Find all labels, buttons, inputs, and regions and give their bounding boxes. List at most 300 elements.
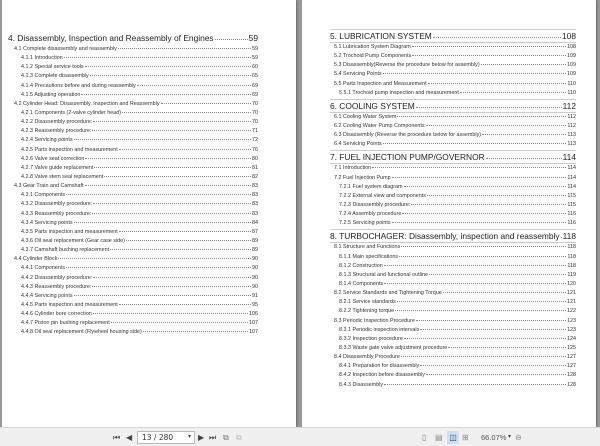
toc-entry[interactable]: [8, 173, 258, 182]
toc-entry-title: 4.1.5 Adjusting operation: [21, 91, 81, 98]
toc-entry-page: 114: [562, 152, 576, 163]
last-page-icon[interactable]: ⏭: [209, 433, 217, 442]
toc-entry[interactable]: [330, 335, 576, 344]
dot-leader: [426, 125, 567, 126]
dot-leader: [93, 121, 251, 122]
first-page-icon[interactable]: ⏮: [113, 433, 121, 442]
toc-entry-page: 110: [567, 89, 576, 96]
toc-entry-title: 4.1.4 Precautions before and during reassembly: [21, 82, 136, 89]
toc-entry-title: 4.2.7 Valve guide replacement: [21, 164, 94, 171]
table-of-contents: [302, 28, 596, 390]
toc-entry-page: 124: [567, 335, 576, 342]
toc-entry-title: 6.1 Cooling Water System: [334, 113, 397, 120]
dot-leader: [118, 48, 251, 49]
toc-entry-title: 8.3.3 Waste gate valve adjustment procedure: [339, 344, 448, 351]
toc-entry[interactable]: [8, 164, 258, 173]
dot-leader: [397, 301, 566, 302]
copy-icon[interactable]: ⧉: [223, 433, 229, 442]
dot-leader: [94, 167, 251, 168]
toc-entry-page: 121: [567, 290, 576, 297]
dot-leader: [93, 313, 248, 314]
toc-entry[interactable]: [330, 183, 576, 192]
dot-leader: [416, 107, 562, 108]
toc-entry-title: 8.4.2 Inspection before disassembly: [339, 372, 426, 379]
toc-entry[interactable]: [8, 82, 258, 91]
toc-entry[interactable]: [330, 307, 576, 316]
toc-entry[interactable]: [8, 219, 258, 228]
toc-entry[interactable]: [8, 301, 258, 310]
toc-entry-title: 8.3 Periodic Inspection Procedure: [334, 317, 415, 324]
page-number-input[interactable]: [137, 431, 195, 444]
toc-entry-page: 120: [567, 280, 576, 287]
toc-entry-page: 72: [252, 137, 258, 144]
toc-entry-title: 6.2 Cooling Water Pump Components: [334, 122, 425, 129]
toc-entry-page: 118: [562, 231, 576, 242]
table-of-contents: [2, 32, 296, 338]
toc-entry-page: 128: [567, 372, 576, 379]
toc-entry-page: 70: [252, 100, 258, 107]
toc-entry[interactable]: [8, 191, 258, 200]
toc-entry-page: 69: [252, 82, 258, 89]
dot-leader: [411, 204, 566, 205]
toc-entry-page: 112: [562, 100, 576, 111]
toc-entry-page: 116: [567, 220, 576, 227]
dot-leader: [92, 286, 251, 287]
dot-leader: [93, 203, 251, 204]
toc-entry-title: 8. TURBOCHAGER: Disassembly, inspection and reassembly: [330, 231, 560, 242]
dot-leader: [481, 64, 566, 65]
toc-entry[interactable]: [8, 72, 258, 81]
toc-entry-title: 7.2.3 Disassembly procedure:: [339, 201, 411, 208]
toc-entry[interactable]: [330, 52, 576, 61]
toc-entry[interactable]: [8, 146, 258, 155]
dot-leader: [111, 322, 248, 323]
toc-entry-page: 83: [252, 201, 258, 208]
continuous-view-icon[interactable]: ▤: [435, 433, 443, 442]
toc-entry[interactable]: [8, 200, 258, 209]
toc-entry-title: 7. FUEL INJECTION PUMP/GOVERNOR: [330, 152, 485, 163]
toc-entry-title: 7.2.1 Fuel system diagram: [339, 183, 403, 190]
dot-leader: [399, 256, 566, 257]
dot-leader: [397, 116, 566, 117]
toc-entry-title: 8.1.3 Structural and functional outline: [339, 271, 429, 278]
dot-leader: [215, 39, 248, 40]
toc-entry-title: 4.2.8 Valve stem seal replacement: [21, 173, 104, 180]
toc-entry-page: 82: [252, 173, 258, 180]
toc-entry-page: 106: [249, 311, 258, 318]
toc-entry[interactable]: [8, 255, 258, 264]
dot-leader: [384, 265, 567, 266]
toc-entry-page: 83: [252, 210, 258, 217]
dot-leader: [384, 384, 566, 385]
dot-leader: [58, 258, 251, 259]
toc-entry-title: 4.1.2 Special service tools: [21, 64, 84, 71]
two-page-view-icon[interactable]: ◫: [447, 431, 459, 444]
toc-entry-page: 80: [252, 155, 258, 162]
dot-leader: [404, 186, 567, 187]
toc-entry[interactable]: [330, 262, 576, 271]
toc-entry[interactable]: [330, 381, 576, 390]
dot-leader: [85, 185, 251, 186]
toc-entry-page: 118: [567, 244, 576, 251]
toc-entry[interactable]: [330, 174, 576, 183]
toc-entry-page: 114: [567, 183, 576, 190]
toc-entry-page: 109: [567, 71, 576, 78]
toc-entry-page: 84: [252, 219, 258, 226]
toc-entry[interactable]: [330, 298, 576, 307]
toc-entry[interactable]: [8, 91, 258, 100]
next-page-icon[interactable]: ▶: [198, 433, 205, 442]
toc-entry[interactable]: [330, 99, 576, 113]
dot-leader: [401, 246, 566, 247]
toc-entry-title: 4.2.6 Valve seat correction: [21, 155, 85, 162]
toc-entry-page: 114: [567, 174, 576, 181]
toc-entry-page: 70: [252, 119, 258, 126]
dot-leader: [426, 374, 566, 375]
toc-entry-title: 8.4 Disassembly Procedure: [334, 354, 400, 361]
toc-entry-page: 123: [567, 317, 576, 324]
toc-entry-title: 5.5 Parts Inspection and Measurement: [334, 80, 427, 87]
toc-entry[interactable]: [330, 362, 576, 371]
toc-entry[interactable]: [8, 210, 258, 219]
toc-entry[interactable]: [330, 192, 576, 201]
toc-entry-title: 4.3.3 Reassembly procedure:: [21, 210, 92, 217]
toc-entry[interactable]: [330, 271, 576, 280]
toc-entry-title: 4.3.2 Disassembly procedure:: [21, 201, 93, 208]
toc-entry[interactable]: [330, 210, 576, 219]
toc-entry-title: 5. LUBRICATION SYSTEM: [330, 31, 432, 41]
page-indicator: 13 / 280: [142, 433, 174, 442]
dot-leader: [443, 292, 566, 293]
toc-entry-title: 8.4.3 Disassembly: [339, 381, 384, 388]
toc-entry-page: 90: [252, 256, 258, 263]
toc-entry[interactable]: [330, 113, 576, 122]
dot-leader: [404, 338, 566, 339]
toc-entry-page: 83: [252, 183, 258, 190]
toc-entry-page: 65: [252, 73, 258, 80]
toc-entry-title: 7.1 Introduction: [334, 165, 372, 172]
toc-entry[interactable]: [330, 150, 576, 164]
toc-entry[interactable]: [330, 89, 576, 98]
toc-entry-page: 118: [567, 253, 576, 260]
dot-leader: [85, 66, 251, 67]
toc-entry[interactable]: [8, 237, 258, 246]
toc-entry-page: 59: [252, 46, 258, 52]
toc-entry[interactable]: [330, 371, 576, 380]
toc-entry[interactable]: [330, 253, 576, 262]
dot-leader: [119, 304, 251, 305]
toc-entry-page: 108: [567, 44, 576, 50]
dot-leader: [392, 222, 567, 223]
toc-entry[interactable]: [330, 140, 576, 149]
toc-entry-page: 112: [567, 122, 576, 129]
toc-entry-page: 112: [567, 113, 576, 120]
toc-entry-title: 7.2.2 External view and components: [339, 192, 426, 199]
toc-entry[interactable]: [8, 155, 258, 164]
dot-leader: [561, 237, 562, 238]
toc-entry-page: 89: [252, 247, 258, 254]
toc-entry-title: 5.3 Disassembly(Reverse the procedure below for assembly): [334, 62, 480, 69]
toc-entry-page: 76: [252, 146, 258, 153]
toc-entry-title: 4.2.3 Reassembly procedure:: [21, 128, 92, 135]
dot-leader: [92, 130, 251, 131]
toc-entry[interactable]: [330, 344, 576, 353]
toc-entry[interactable]: [8, 182, 258, 191]
toc-entry[interactable]: [330, 353, 576, 362]
dot-leader: [161, 103, 251, 104]
toc-entry-page: 127: [567, 354, 576, 361]
toc-entry-page: 90: [252, 265, 258, 272]
toc-entry-page: 107: [249, 320, 258, 327]
toc-entry-page: 71: [252, 128, 258, 135]
dot-leader: [412, 55, 566, 56]
toc-entry[interactable]: [330, 229, 576, 243]
toc-entry[interactable]: [330, 317, 576, 326]
toc-entry[interactable]: [8, 100, 258, 109]
toc-entry-title: 4.1 Complete disassembly and reassembly: [14, 46, 117, 52]
toc-entry-page: 95: [252, 301, 258, 308]
toc-entry-title: 5.4 Servicing Points: [334, 71, 382, 78]
toc-entry-page: 69: [252, 91, 258, 98]
dot-leader: [74, 222, 251, 223]
toc-entry-page: 87: [252, 228, 258, 235]
dot-leader: [482, 134, 566, 135]
toc-entry-title: 4.3.5 Parts inspection and measurement: [21, 228, 118, 235]
dot-leader: [81, 94, 251, 95]
pdf-page-left: [2, 0, 296, 427]
toc-entry-title: 7.2.4 Assembly procedure: [339, 211, 402, 218]
zoom-out-icon[interactable]: ⊖: [515, 433, 522, 442]
toc-entry[interactable]: [330, 43, 576, 52]
dot-leader: [66, 267, 251, 268]
paste-icon[interactable]: ⧉: [236, 433, 242, 442]
pdf-page-right: [302, 0, 596, 427]
toc-entry[interactable]: [8, 246, 258, 255]
toc-entry[interactable]: [8, 310, 258, 319]
toc-entry[interactable]: [330, 61, 576, 70]
dot-leader: [85, 158, 251, 159]
toc-entry-page: 118: [567, 262, 576, 269]
toc-entry-title: 8.2.1 Service standards: [339, 299, 396, 306]
toc-entry-title: 7.2 Fuel Injection Pump: [334, 174, 391, 181]
toc-entry-title: 4.4.8 Oil seal replacement (Flywheel housing side): [21, 329, 142, 336]
toc-entry-title: 4.4.3 Reassembly procedure:: [21, 283, 92, 290]
toc-entry-page: 60: [252, 64, 258, 71]
toc-entry-page: 89: [252, 237, 258, 244]
single-page-view-icon[interactable]: ▯: [422, 433, 427, 442]
toc-entry-title: 4.1.3 Complete disassembly: [21, 73, 89, 80]
toc-entry-title: 8.1.1 Main specifications: [339, 253, 399, 260]
scroll-view-icon[interactable]: ⊞: [462, 433, 469, 442]
toc-entry-title: 4.4.6 Cylinder bore correction: [21, 311, 92, 318]
toc-entry-page: 59: [248, 33, 258, 43]
toc-entry[interactable]: [8, 118, 258, 127]
toc-entry-title: 4.4.7 Piston pin bushing replacement: [21, 320, 110, 327]
toc-entry-title: 4.3.4 Servicing points: [21, 219, 73, 226]
toc-entry-title: 4.2 Cylinder Head: Disassembly, Inspection and Reassembly: [14, 100, 160, 107]
dot-leader: [104, 176, 251, 177]
toc-entry[interactable]: [330, 289, 576, 298]
toc-entry[interactable]: [8, 127, 258, 136]
toc-entry[interactable]: [330, 326, 576, 335]
toc-entry[interactable]: [8, 274, 258, 283]
dot-leader: [126, 240, 251, 241]
toc-entry[interactable]: [8, 264, 258, 273]
toc-entry-page: 115: [567, 192, 576, 199]
pdf-toolbar: [0, 427, 600, 446]
toc-entry-page: 123: [567, 326, 576, 333]
toc-entry-title: 8.3.1 Periodic inspection intervals: [339, 326, 420, 333]
toc-entry-title: 8.2 Service Standards and Tightening Torque: [334, 290, 442, 297]
toc-entry-title: 8.1.4 Components: [339, 280, 384, 287]
toc-entry-title: 8.4.1 Preparation for disassembly: [339, 363, 420, 370]
toc-entry[interactable]: [330, 219, 576, 228]
toc-entry-title: 4.3.1 Components: [21, 192, 66, 199]
dot-leader: [93, 277, 251, 278]
toc-entry[interactable]: [8, 228, 258, 237]
dot-leader: [402, 213, 566, 214]
toc-entry-title: 5.1 Lubrication System Diagram: [334, 44, 411, 50]
toc-entry[interactable]: [8, 63, 258, 72]
dot-leader: [412, 46, 566, 47]
toc-entry[interactable]: [330, 201, 576, 210]
dot-leader: [429, 274, 566, 275]
dot-leader: [486, 158, 562, 159]
toc-entry-page: 114: [567, 165, 576, 172]
toc-entry-title: 4.2.4 Servicing points: [21, 137, 73, 144]
toc-entry[interactable]: [330, 164, 576, 173]
toc-entry[interactable]: [8, 136, 258, 145]
toc-entry-page: 127: [567, 363, 576, 370]
toc-entry-page: 108: [562, 31, 576, 41]
toc-entry-title: 4.4.4 Servicing points: [21, 292, 73, 299]
dot-leader: [119, 231, 251, 232]
dot-leader: [122, 112, 251, 113]
toc-entry-page: 122: [567, 308, 576, 315]
toc-entry[interactable]: [330, 131, 576, 140]
toc-entry-title: 4.4 Cylinder Block: [14, 256, 58, 263]
dot-leader: [401, 356, 566, 357]
toc-entry-title: 5.2 Trochoid Pump Components: [334, 53, 412, 60]
toc-entry[interactable]: [330, 280, 576, 289]
dot-leader: [428, 83, 567, 84]
zoom-level[interactable]: 66.07%: [481, 433, 507, 442]
toc-entry-title: 4.2.2 Disassembly procedure:: [21, 119, 93, 126]
toc-entry[interactable]: [8, 54, 258, 63]
toc-entry-title: 6.4 Servicing Points: [334, 141, 382, 148]
toc-entry[interactable]: [8, 32, 258, 45]
toc-entry-page: 125: [567, 344, 576, 351]
toc-entry-page: 110: [567, 80, 576, 87]
dot-leader: [420, 329, 566, 330]
toc-entry-title: 5.5.1 Trochoid pump inspection and measurement: [339, 89, 459, 96]
toc-entry-title: 4.3.7 Camshaft bushing replacement: [21, 247, 110, 254]
toc-entry-page: 90: [252, 274, 258, 281]
toc-entry-page: 91: [252, 292, 258, 299]
toc-entry[interactable]: [8, 283, 258, 292]
toc-entry-page: 90: [252, 283, 258, 290]
toc-entry-page: 81: [252, 164, 258, 171]
toc-entry[interactable]: [330, 243, 576, 252]
toc-entry[interactable]: [8, 45, 258, 54]
dot-leader: [74, 295, 251, 296]
dot-leader: [66, 194, 251, 195]
dot-leader: [90, 75, 251, 76]
dot-leader: [392, 177, 567, 178]
dot-leader: [395, 310, 566, 311]
toc-entry-title: 8.3.2 Inspection procedure: [339, 335, 403, 342]
toc-entry-title: 4.1.1 Introduction: [21, 55, 63, 62]
toc-entry[interactable]: [8, 328, 258, 337]
dot-leader: [92, 213, 251, 214]
toc-entry[interactable]: [330, 29, 576, 43]
toc-entry-title: 8.1.2 Construction: [339, 262, 383, 269]
dot-leader: [383, 73, 566, 74]
toc-entry-title: 4.2.5 Parts inspection and measurement: [21, 146, 118, 153]
toc-entry[interactable]: [8, 319, 258, 328]
toc-entry-page: 128: [567, 381, 576, 388]
toc-entry-title: 7.2.5 Servicing points: [339, 220, 391, 227]
dot-leader: [384, 283, 566, 284]
dot-leader: [143, 331, 248, 332]
dot-leader: [427, 195, 567, 196]
dot-leader: [420, 365, 566, 366]
toc-entry-page: 59: [252, 55, 258, 62]
toc-entry-page: 83: [252, 192, 258, 199]
toc-entry[interactable]: [8, 292, 258, 301]
toc-entry-title: 4.3 Gear Train and Camshaft: [14, 183, 84, 190]
dot-leader: [110, 249, 251, 250]
toc-entry[interactable]: [8, 109, 258, 118]
toc-entry-page: 113: [567, 132, 576, 139]
toc-entry-page: 121: [567, 299, 576, 306]
dot-leader: [64, 57, 251, 58]
toc-entry-page: 107: [249, 329, 258, 336]
toc-entry-page: 116: [567, 211, 576, 218]
toc-entry-title: 4. Disassembly, Inspection and Reassembly of Engines: [8, 33, 214, 43]
toc-entry-title: 4.4.5 Parts inspection and measurement: [21, 301, 118, 308]
dot-leader: [119, 149, 251, 150]
dot-leader: [74, 139, 251, 140]
toc-entry-page: 109: [567, 53, 576, 60]
dot-leader: [448, 347, 566, 348]
dot-leader: [433, 37, 561, 38]
toc-entry-title: 4.4.2 Disassembly procedure:: [21, 274, 93, 281]
toc-entry-page: 119: [567, 271, 576, 278]
dot-leader: [372, 167, 566, 168]
toc-entry-title: 8.1 Structure and Functions: [334, 244, 401, 251]
dot-leader: [460, 92, 567, 93]
toc-entry-title: 4.4.1 Components: [21, 265, 66, 272]
toc-entry-title: 6. COOLING SYSTEM: [330, 100, 415, 111]
toc-entry-page: 70: [252, 109, 258, 116]
toc-entry[interactable]: [330, 122, 576, 131]
dot-leader: [416, 320, 566, 321]
toc-entry-title: 6.3 Disassembly (Reverse the procedure below for assembly): [334, 132, 482, 139]
dot-leader: [383, 143, 567, 144]
previous-page-icon[interactable]: ◀: [126, 433, 133, 442]
toc-entry-page: 113: [567, 141, 576, 148]
toc-entry[interactable]: [330, 80, 576, 89]
toc-entry-title: 4.3.6 Oil seal replacement (Gear case side): [21, 237, 125, 244]
toc-entry-page: 109: [567, 62, 576, 69]
toc-entry-page: 115: [567, 201, 576, 208]
page-dropdown-icon[interactable]: ▾: [188, 434, 192, 440]
toc-entry[interactable]: [330, 70, 576, 79]
toc-entry-title: 4.2.1 Components (2-valve cylinder head): [21, 109, 122, 116]
zoom-dropdown-icon[interactable]: ▾: [508, 434, 512, 440]
toc-entry-title: 8.2.2 Tightening torque: [339, 308, 395, 315]
